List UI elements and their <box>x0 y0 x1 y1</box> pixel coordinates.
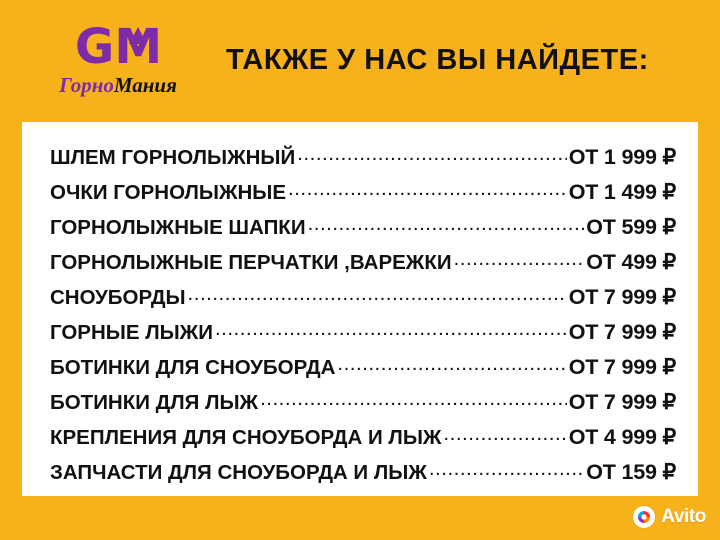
list-item <box>50 249 676 284</box>
list-item-name: ЗАПЧАСТИ ДЛЯ СНОУБОРДА И ЛЫЖ <box>50 461 427 484</box>
list-item-name: СНОУБОРДЫ <box>50 286 186 309</box>
list-item-price: ОТ 7 999 ₽ <box>568 355 676 379</box>
list-item-price: ОТ 159 ₽ <box>586 460 676 484</box>
leader-dots <box>260 389 567 409</box>
avito-watermark-label: Avito <box>661 506 706 527</box>
leader-dots <box>215 319 567 339</box>
list-item-price: ОТ 499 ₽ <box>586 250 676 274</box>
leader-dots <box>297 144 566 164</box>
list-item <box>50 389 676 424</box>
poster-header <box>0 0 720 120</box>
logo-word-part2: Мания <box>113 73 177 97</box>
list-item <box>50 354 676 389</box>
logo-wordmark <box>59 73 177 97</box>
list-item-name: БОТИНКИ ДЛЯ СНОУБОРДА <box>50 356 336 379</box>
leader-dots <box>443 424 566 444</box>
list-item-price: ОТ 7 999 ₽ <box>568 320 676 344</box>
list-item-name: БОТИНКИ ДЛЯ ЛЫЖ <box>50 391 259 414</box>
leader-dots <box>188 284 567 304</box>
list-item-name: ОЧКИ ГОРНОЛЫЖНЫЕ <box>50 181 287 204</box>
list-item-name: ШЛЕМ ГОРНОЛЫЖНЫЙ <box>50 146 296 169</box>
list-item <box>50 319 676 354</box>
list-item-price: ОТ 7 999 ₽ <box>568 285 676 309</box>
logo-word-part1: Горно <box>59 73 114 97</box>
list-item-price: ОТ 4 999 ₽ <box>568 425 676 449</box>
list-item-name: ГОРНОЛЫЖНЫЕ ШАПКИ <box>50 216 306 239</box>
list-item-price: ОТ 599 ₽ <box>586 215 676 239</box>
list-item-name: ГОРНЫЕ ЛЫЖИ <box>50 321 213 344</box>
avito-logo-icon <box>633 506 655 528</box>
leader-dots <box>429 459 584 479</box>
list-item <box>50 284 676 319</box>
list-item <box>50 424 676 459</box>
logo-letter-g: G <box>74 19 114 75</box>
list-item-price: ОТ 1 999 ₽ <box>568 145 676 169</box>
logo-letter-m: M <box>114 19 162 75</box>
list-item <box>50 179 676 214</box>
leader-dots <box>308 214 585 234</box>
list-item <box>50 214 676 249</box>
list-item-name: ГОРНОЛЫЖНЫЕ ПЕРЧАТКИ ,ВАРЕЖКИ <box>50 251 452 274</box>
list-item <box>50 459 676 494</box>
list-item-price: ОТ 7 999 ₽ <box>568 390 676 414</box>
leader-dots <box>337 354 566 374</box>
price-list-card <box>22 122 698 496</box>
logo-mark-icon <box>74 19 162 75</box>
avito-watermark <box>633 504 706 530</box>
list-item-name: КРЕПЛЕНИЯ ДЛЯ СНОУБОРДА И ЛЫЖ <box>50 426 442 449</box>
leader-dots <box>288 179 567 199</box>
leader-dots <box>454 249 585 269</box>
page-title: ТАКЖЕ У НАС ВЫ НАЙДЕТЕ: <box>226 44 649 76</box>
brand-logo <box>30 19 206 97</box>
list-item-price: ОТ 1 499 ₽ <box>568 180 676 204</box>
list-item <box>50 144 676 179</box>
